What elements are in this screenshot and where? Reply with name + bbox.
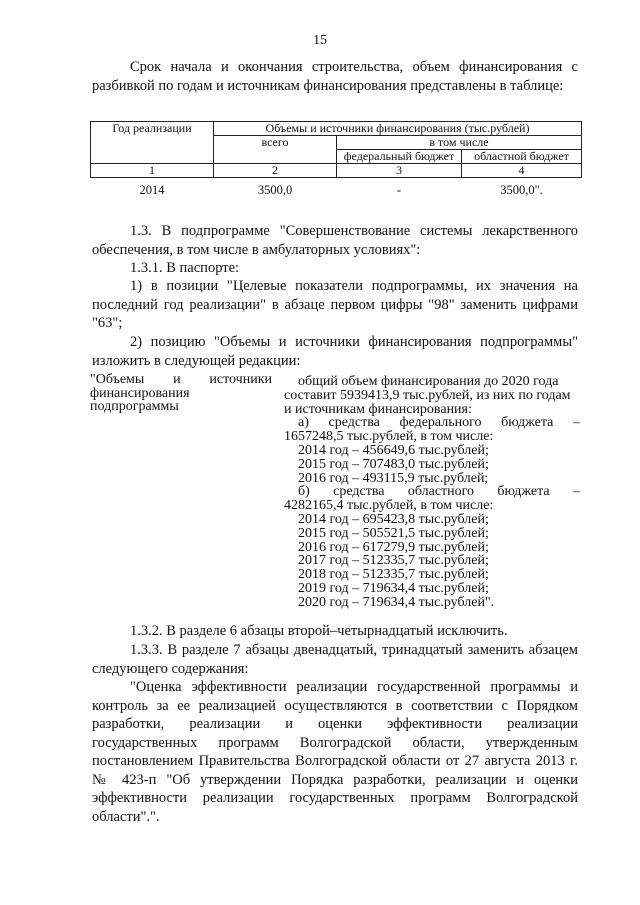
col-number: 1 — [91, 164, 214, 178]
paragraph-item-1: 1) в позиции "Целевые показатели подпрограммы, их значения на последний год реализации" в абзаце первом цифры "98" заменить цифрами "63"; — [92, 278, 578, 331]
federal-year-line: 2014 год – 456649,6 тыс.рублей; — [298, 442, 489, 458]
col-number: 4 — [462, 164, 582, 178]
total-line-1: общий объем финансирования до 2020 года — [298, 374, 559, 389]
cell-regional: 3500,0". — [500, 183, 543, 197]
total-line-3: и источникам финансирования: — [284, 401, 472, 417]
cell-federal: - — [396, 183, 402, 197]
total-line-2: составит 5939413,9 тыс.рублей, из них по годам — [284, 387, 571, 403]
header-regional: областной бюджет — [462, 150, 582, 164]
regional-year-line: 2015 год – 505521,5 тыс.рублей; — [298, 525, 489, 541]
paragraph-1-3-2: 1.3.2. В разделе 6 абзацы второй–четырнадцатый исключить. — [130, 623, 508, 639]
header-volumes: Объемы и источники финансирования (тыс.рублей) — [214, 122, 582, 136]
header-including: в том числе — [337, 136, 582, 150]
header-year: Год реализации — [91, 122, 214, 164]
federal-line-1: а) средства федерального бюджета – — [298, 415, 580, 431]
regional-year-line: 2019 год – 719634,4 тыс.рублей; — [298, 580, 489, 596]
intro-paragraph: Срок начала и окончания строительства, объем финансирования с разбивкой по годам и источникам финансирования представлены в таблице: — [92, 59, 578, 94]
paragraph-item-2: 2) позицию "Объемы и источники финансирования подпрограммы" изложить в следующей редакции: — [92, 334, 578, 369]
regional-year-line: 2017 год – 512335,7 тыс.рублей; — [298, 553, 489, 569]
regional-line-2: 4282165,4 тыс.рублей, в том числе: — [284, 498, 494, 514]
regional-year-line: 2020 год – 719634,4 тыс.рублей". — [298, 594, 495, 610]
regional-year-line: 2016 год – 617279,9 тыс.рублей; — [298, 539, 489, 555]
regional-line-1: б) средства областного бюджета – — [298, 484, 580, 500]
page-number: 15 — [313, 33, 327, 48]
cell-total: 3500,0 — [257, 183, 293, 197]
header-federal: федеральный бюджет — [337, 150, 462, 164]
financing-table — [90, 121, 582, 197]
federal-line-2: 1657248,5 тыс.рублей, в том числе: — [284, 429, 494, 445]
federal-year-line: 2016 год – 493115,9 тыс.рублей; — [298, 470, 489, 486]
replacement-content — [284, 375, 580, 610]
paragraph-1-3-3: 1.3.3. В разделе 7 абзацы двенадцатый, тринадцатый заменить абзацем следующего содержания: — [92, 642, 578, 677]
regional-year-line: 2018 год – 512335,7 тыс.рублей; — [298, 567, 489, 583]
header-total: всего — [214, 136, 337, 164]
col-number: 3 — [337, 164, 462, 178]
quote-paragraph: "Оценка эффективности реализации государственной программы и контроль за ее реализацией осуществляются в соответствии с Порядком разработки, реализации и оценки эффективности реализации государственных программ Волгоградской области, утвержденным постановлением Правительства Волгоградской области от 27 августа 2013 г. № 423-п "Об утверждении Порядка разработки, реализации и оценки эффективности реализации государственных программ Волгоградской области".". — [92, 679, 578, 825]
paragraph-1-3: 1.3. В подпрограмме "Совершенствование системы лекарственного обеспечения, в том числе в амбулаторных условиях": — [92, 223, 578, 258]
replacement-label: "Объемы и источники финансирования подпрограммы — [90, 372, 272, 414]
cell-year: 2014 — [139, 183, 165, 197]
paragraph-1-3-1: 1.3.1. В паспорте: — [130, 260, 240, 276]
federal-year-line: 2015 год – 707483,0 тыс.рублей; — [298, 456, 489, 472]
col-number: 2 — [214, 164, 337, 178]
regional-year-line: 2014 год – 695423,8 тыс.рублей; — [298, 511, 489, 527]
